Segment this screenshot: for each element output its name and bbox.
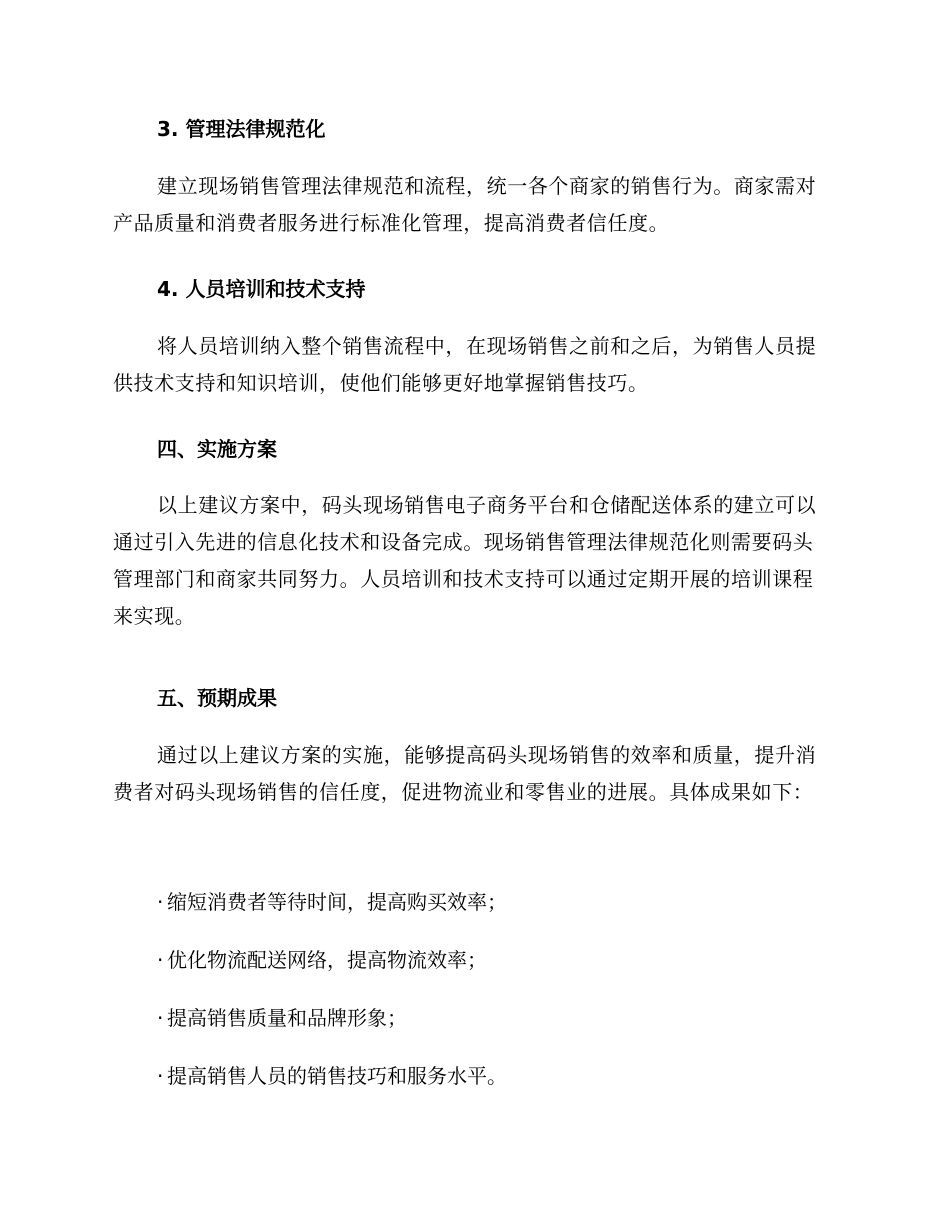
section-paragraph-training: 将人员培训纳入整个销售流程中，在现场销售之前和之后，为销售人员提供技术支持和知识培训，使他们能够更好地掌握销售技巧。 bbox=[113, 334, 817, 395]
section-paragraph-expected-results: 通过以上建议方案的实施，能够提高码头现场销售的效率和质量，提升消费者对码头现场销售的信任度，促进物流业和零售业的进展。具体成果如下： bbox=[113, 743, 817, 804]
bullet-marker: · bbox=[157, 948, 164, 972]
section-paragraph-legal: 建立现场销售管理法律规范和流程，统一各个商家的销售行为。商家需对产品质量和消费者服务进行标准化管理，提高消费者信任度。 bbox=[113, 174, 817, 235]
bullet-marker: · bbox=[157, 1006, 164, 1030]
section-heading-training: 4. 人员培训和技术支持 bbox=[157, 277, 366, 301]
list-item bbox=[157, 945, 487, 975]
list-item-text: 优化物流配送网络，提高物流效率； bbox=[167, 948, 487, 972]
section-heading-implementation: 四、实施方案 bbox=[157, 437, 277, 461]
bullet-marker: · bbox=[157, 890, 164, 914]
section-heading-expected-results: 五、预期成果 bbox=[157, 686, 277, 710]
list-item bbox=[157, 887, 507, 917]
section-heading-legal: 3. 管理法律规范化 bbox=[157, 117, 326, 141]
list-item bbox=[157, 1003, 407, 1033]
list-item-text: 缩短消费者等待时间，提高购买效率； bbox=[167, 890, 507, 914]
list-item bbox=[157, 1061, 507, 1091]
section-paragraph-implementation: 以上建议方案中，码头现场销售电子商务平台和仓储配送体系的建立可以通过引入先进的信息化技术和设备完成。现场销售管理法律规范化则需要码头管理部门和商家共同努力。人员培训和技术支持可以通过定期开展的培训课程来实现。 bbox=[113, 493, 817, 628]
list-item-text: 提高销售人员的销售技巧和服务水平。 bbox=[167, 1064, 507, 1088]
bullet-marker: · bbox=[157, 1064, 164, 1088]
list-item-text: 提高销售质量和品牌形象； bbox=[167, 1006, 407, 1030]
